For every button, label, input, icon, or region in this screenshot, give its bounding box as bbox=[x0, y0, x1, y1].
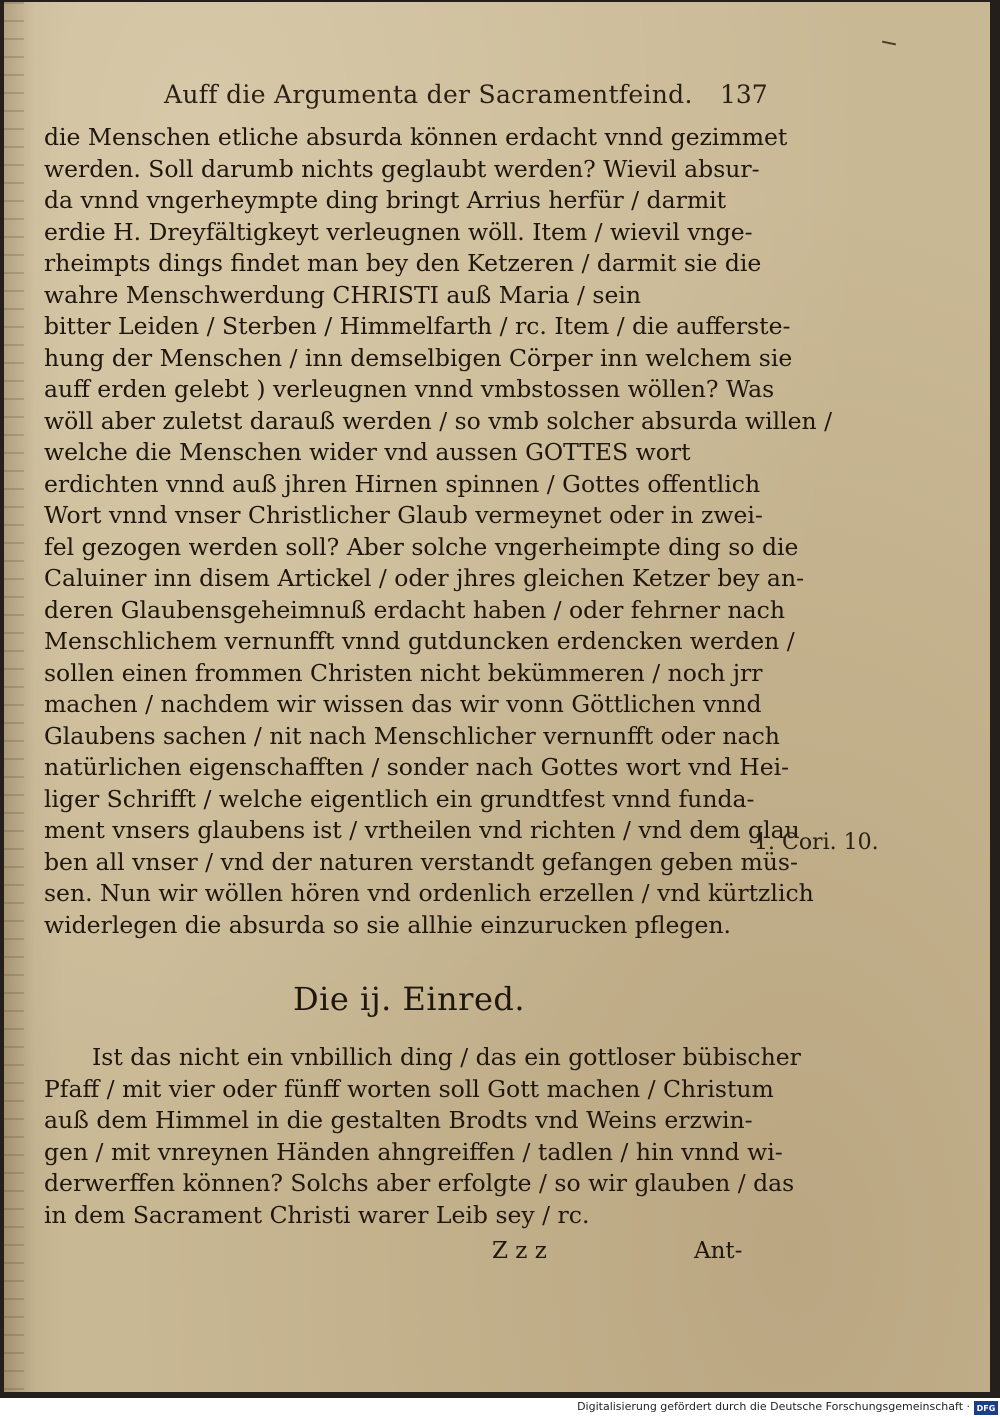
text-line: in dem Sacrament Christi warer Leib sey / rc. bbox=[44, 1200, 590, 1229]
text-line: ment vnsers glaubens ist / vrtheilen vnd richten / vnd dem glau bbox=[44, 816, 800, 844]
text-line: Wort vnnd vnser Christlicher Glaub vermeynet oder in zwei- bbox=[44, 501, 763, 529]
text-line: Pfaff / mit vier oder fünff worten soll Gott machen / Christum bbox=[44, 1074, 774, 1103]
text-line: bitter Leiden / Sterben / Himmelfarth / rc. Item / die aufferste- bbox=[44, 312, 791, 340]
text-line: wöll aber zuletst darauß werden / so vmb solcher absurda willen / bbox=[44, 406, 833, 435]
text-line: auß dem Himmel in die gestalten Brodts vnd Weins erzwin- bbox=[44, 1106, 753, 1134]
text-line: Glaubens sachen / nit nach Menschlicher vernunfft oder nach bbox=[44, 721, 780, 750]
text-line: fel gezogen werden soll? Aber solche vngerheimpte ding so die bbox=[44, 532, 799, 561]
book-page bbox=[4, 2, 990, 1392]
text-line: Ist das nicht ein vnbillich ding / das ein gottloser bübischer bbox=[92, 1043, 801, 1071]
text-line: sen. Nun wir wöllen hören vnd ordenlich erzellen / vnd kürtzlich bbox=[44, 879, 814, 907]
binding-gutter bbox=[4, 2, 24, 1392]
pencil-mark-icon bbox=[882, 41, 896, 46]
text-line: deren Glaubensgeheimnuß erdacht haben / oder fehrner nach bbox=[44, 595, 785, 624]
text-line: Caluiner inn disem Artickel / oder jhres gleichen Ketzer bey an- bbox=[44, 564, 805, 592]
text-line: werden. Soll darumb nichts geglaubt werden? Wievil absur- bbox=[44, 154, 760, 183]
digitization-footer bbox=[0, 1398, 1000, 1419]
text-line: die Menschen etliche absurda können erdacht vnnd gezimmet bbox=[44, 123, 788, 151]
text-line: Menschlichem vernunfft vnnd gutduncken erdencken werden / bbox=[44, 627, 795, 655]
text-line: derwerffen können? Solchs aber erfolgte / so wir glauben / das bbox=[44, 1169, 795, 1197]
text-line: erdie H. Dreyfältigkeyt verleugnen wöll. Item / wievil vnge- bbox=[44, 217, 753, 246]
text-line: liger Schrifft / welche eigentlich ein grundtfest vnnd funda- bbox=[44, 784, 755, 813]
text-line: erdichten vnnd auß jhren Hirnen spinnen / Gottes offentlich bbox=[44, 469, 761, 498]
dfg-logo-icon[interactable]: DFG bbox=[974, 1401, 998, 1415]
text-line: wahre Menschwerdung CHRISTI auß Maria / sein bbox=[44, 280, 642, 309]
text-line: natürlichen eigenschafften / sonder nach Gottes wort vnd Hei- bbox=[44, 753, 790, 781]
section-text-block bbox=[44, 1042, 801, 1231]
text-line: machen / nachdem wir wissen das wir vonn Göttlichen vnnd bbox=[44, 690, 762, 718]
text-line: widerlegen die absurda so sie allhie einzurucken pflegen. bbox=[44, 910, 731, 939]
marginal-note: 1. Cori. 10. bbox=[754, 830, 879, 855]
text-line: hung der Menschen / inn demselbigen Cörper inn welchem sie bbox=[44, 343, 793, 372]
text-line: ben all vnser / vnd der naturen verstandt gefangen geben müs- bbox=[44, 847, 798, 876]
text-line: auff erden gelebt ) verleugnen vnnd vmbstossen wöllen? Was bbox=[44, 375, 775, 403]
page-header bbox=[164, 80, 768, 120]
funding-credit: Digitalisierung gefördert durch die Deutsche Forschungsgemeinschaft · bbox=[577, 1400, 970, 1413]
running-title: Auff die Argumenta der Sacramentfeind. bbox=[164, 80, 693, 109]
text-line: rheimpts dings findet man bey den Ketzeren / darmit sie die bbox=[44, 249, 762, 277]
text-line: welche die Menschen wider vnd aussen GOTTES wort bbox=[44, 438, 691, 466]
section-heading: Die ij. Einred. bbox=[292, 980, 526, 1018]
text-line: sollen einen frommen Christen nicht bekümmeren / noch jrr bbox=[44, 658, 763, 687]
text-line: da vnnd vngerheympte ding bringt Arrius herfür / darmit bbox=[44, 186, 727, 214]
page-number: 137 bbox=[720, 80, 768, 109]
catchword: Ant- bbox=[694, 1238, 743, 1264]
text-line: gen / mit vnreynen Händen ahngreiffen / tadlen / hin vnnd wi- bbox=[44, 1137, 783, 1166]
signature-mark: Z z z bbox=[492, 1238, 547, 1264]
